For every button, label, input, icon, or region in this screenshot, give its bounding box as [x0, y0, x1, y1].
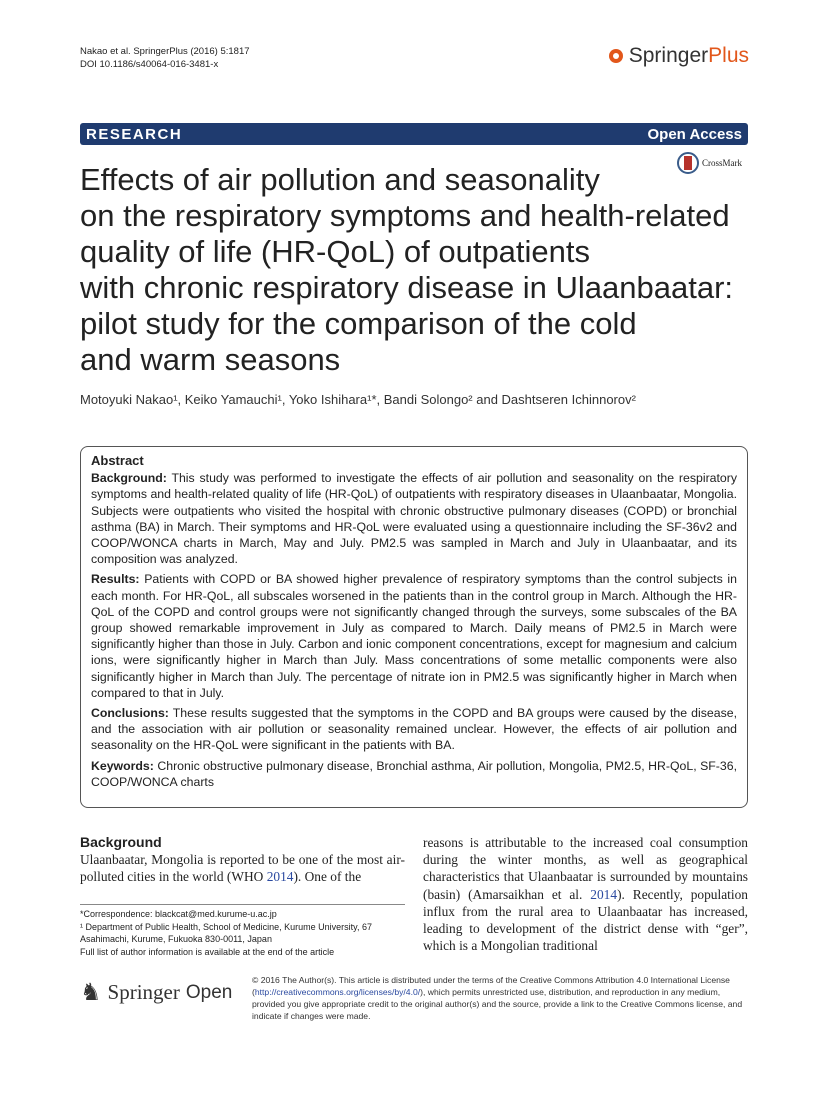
title-line: with chronic respiratory disease in Ulaanbaatar:: [80, 270, 734, 305]
label: Conclusions:: [91, 706, 169, 721]
abstract-heading: Abstract: [91, 453, 144, 468]
footnote-divider: [80, 904, 405, 905]
label: Keywords:: [91, 758, 154, 773]
title-line: and warm seasons: [80, 342, 341, 377]
article-type-banner: [80, 123, 748, 145]
text: These results suggested that the symptoms in the COPD and BA groups were caused by the disease, and the association with air pollution or seasonality remained unclear. However, the effects of air pollution and seasonality on the HR-QoL were significant in the patients with BA.: [91, 706, 737, 753]
running-header: [80, 45, 250, 71]
citation-link[interactable]: 2014: [590, 886, 618, 902]
license-link[interactable]: http://creativecommons.org/licenses/by/4.0/: [254, 987, 421, 997]
affiliation: ¹ Department of Public Health, School of Medicine, Kurume University, 67 Asahimachi, Kurume, Fukuoka 830-0011, Japan: [80, 921, 372, 944]
abstract-conclusions: [91, 705, 737, 754]
license-text: [252, 974, 752, 1022]
springer-logo-icon: [609, 49, 623, 63]
text: ). One of the: [293, 869, 362, 885]
logo-main: Springer: [107, 980, 180, 1004]
text: This study was performed to investigate the effects of air pollution and seasonality on the respiratory symptoms and health-related quality of life (HR-QoL) of outpatients with respiratory diseases in Ulaanbaatar, Mongolia. Subjects were outpatients who visited the hospital with chronic obstructive pulmonary diseases (COPD) or bronchial asthma (BA) in March. Their symptoms and HR-QoL were evaluated using a questionnaire including the SF-36v2 and COOP/WONCA charts in March, May and July. PM2.5 was sampled in March and July in Ulaanbaatar, and its composition was analyzed.: [91, 471, 738, 567]
author-list: Motoyuki Nakao¹, Keiko Yamauchi¹, Yoko Ishihara¹*, Bandi Solongo² and Dashtseren Ichinnorov²: [80, 392, 636, 407]
citation: Nakao et al. SpringerPlus (2016) 5:1817: [80, 46, 250, 57]
paragraph: [80, 851, 405, 885]
springer-horse-icon: ♞: [80, 980, 102, 1006]
doi: DOI 10.1186/s40064-016-3481-x: [80, 59, 219, 70]
label: Background:: [91, 471, 167, 486]
body-right-column: [423, 834, 748, 954]
text: ). Recently, population influx from the rural area to Ulaanbaatar has increased, leading to development of the district dense with “ger”, which is a Mongolian traditional: [423, 886, 748, 954]
text: Ulaanbaatar, Mongolia is reported to be one of the most air-polluted cities in the world (WHO: [80, 852, 405, 885]
abstract-results: [91, 571, 737, 701]
title-line: quality of life (HR-QoL) of outpatients: [80, 234, 591, 269]
text: ), which permits unrestricted use, distribution, and reproduction in any medium, provided you give appropriate credit to the original author(s) and the source, provide a link to the Creative Commons license, and indicate if changes were made.: [252, 987, 743, 1021]
body-left-column: [80, 834, 405, 885]
footnotes: [80, 908, 410, 958]
abstract-box: [80, 446, 748, 808]
logo-accent: Open: [185, 981, 233, 1003]
article-title: [80, 162, 760, 378]
text: Chronic obstructive pulmonary disease, Bronchial asthma, Air pollution, Mongolia, PM2.5, HR-QoL, SF-36, COOP/WONCA charts: [91, 758, 737, 789]
citation-link[interactable]: 2014: [266, 869, 294, 885]
logo-accent: Plus: [708, 44, 749, 67]
crossmark-label: CrossMark: [702, 158, 742, 168]
abstract-background: [91, 470, 737, 567]
text: reasons is attributable to the increased coal consumption during the winter months, as well as geographical characteristics that Ulaanbaatar is surrounded by mountains (basin) (Amarsaikhan et al.: [423, 835, 748, 902]
title-line: on the respiratory symptoms and health-related: [80, 198, 730, 233]
correspondence: *Correspondence: blackcat@med.kurume-u.ac.jp: [80, 909, 277, 919]
text: © 2016 The Author(s). This article is distributed under the terms of the Creative Commons Attribution 4.0 International License (: [252, 975, 730, 997]
logo-main: Springer: [628, 44, 709, 67]
abstract-keywords: [91, 758, 737, 790]
text: Patients with COPD or BA showed higher prevalence of respiratory symptoms than the control subjects in each month. For HR-QoL, all subscales worsened in the patients than in the control group in March. Although the HR-QoL of the COPD and control groups were not significantly changed through the surveys, some subscales of the BA group showed remarkable improvement in July as compared to March. Daily means of PM2.5 in March were significantly higher than those in July. Carbon and ionic component concentrations, except for magnesium and calcium ions, were significantly higher in March than July. Mass concentrations of some metallic components were also significantly higher in March than July. The percentage of nitrate ion in PM2.5 was significantly higher in March when compared to that in July.: [91, 572, 737, 700]
section-heading: Background: [80, 834, 162, 850]
paragraph: [423, 834, 748, 954]
author-info-note: Full list of author information is available at the end of the article: [80, 946, 335, 957]
springeropen-logo: [80, 978, 232, 1007]
article-type: RESEARCH: [86, 125, 183, 143]
title-line: pilot study for the comparison of the cold: [80, 306, 637, 341]
label: Results:: [91, 572, 140, 587]
title-line: Effects of air pollution and seasonality: [80, 162, 600, 197]
open-access-label: Open Access: [647, 125, 742, 143]
springerplus-logo: [609, 44, 749, 68]
